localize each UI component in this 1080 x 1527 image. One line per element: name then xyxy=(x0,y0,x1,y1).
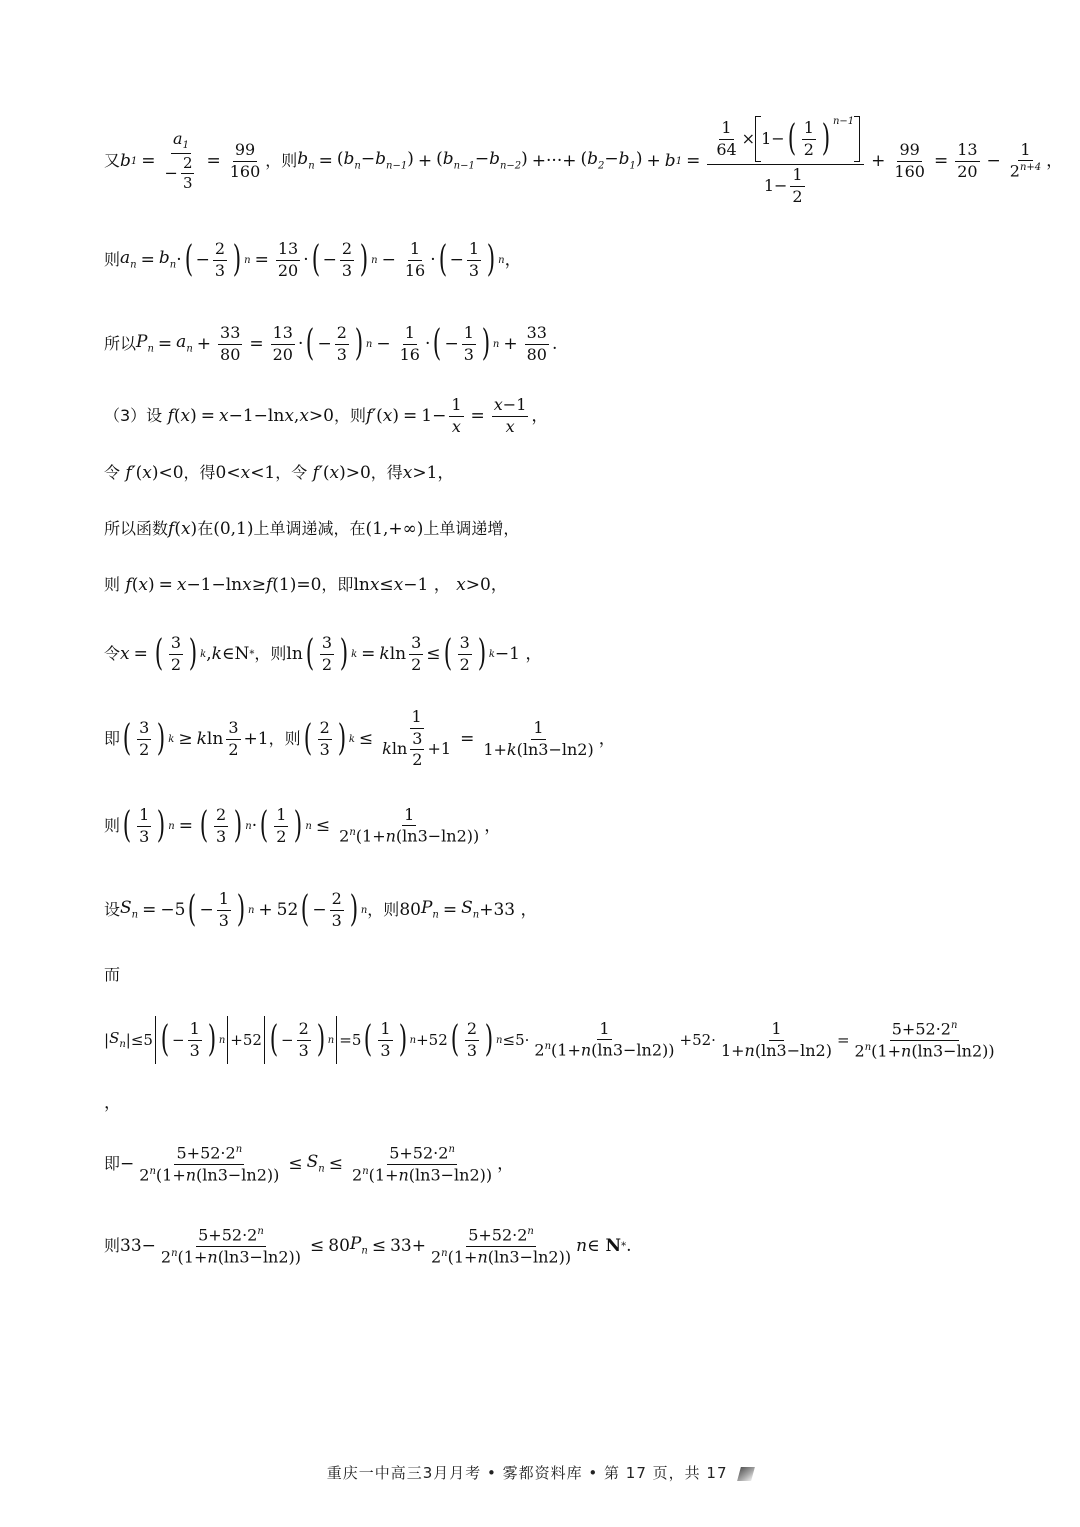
equation-line-1: 又 b 1 = $a_1$ − $\frac{2}{3}$ = $\frac{99}{160}$ ，则 $b_n$ = $(b_n-b_{n-1})$ + $(b_{n-1}-b_{n-2})$ +···+ $(b_2-b_1)$ + b 1 = $\frac{1}{64}$ × 1− ( $\frac{1}{2}$ ) $^{n-1}$ 1− $\frac{1}{2}$ + $\frac{99}{160}$ = $\frac{13}{20}$ − $\frac{1}{2^{n+4}}$ ， xyxy=(104,116,1064,206)
footer-text: 重庆一中高三3月月考 • 雾都资料库 • 第 17 页，共 17 xyxy=(326,1464,728,1482)
text-prefix: 令 xyxy=(104,644,121,664)
text-prefix: 即 xyxy=(104,1154,121,1174)
text-prefix: 则 xyxy=(104,1236,121,1256)
equation-line-9: 即 ( $\frac{3}{2}$ ) k ≥ k ln $\frac{3}{2}$ +1 ，则 ( $\frac{2}{3}$ ) k ≤ 1 k ln $\frac{3}{2}$ +1 = $\frac{1}{1+k(\ln 3-\ln 2)}$ ， xyxy=(104,707,616,770)
text-d: 上单调递增， xyxy=(423,519,520,539)
equation-line-14 xyxy=(104,1090,1020,1116)
text-prefix: 令 xyxy=(104,463,121,483)
equation-line-6: 所以函数 f ( x ) 在 (0,1) 上单调递减，在 (1,+∞) 上单调递增， xyxy=(104,518,520,539)
text-prefix: 则 xyxy=(104,816,121,836)
text: 而 xyxy=(104,965,121,985)
text-prefix: 则 xyxy=(104,575,121,595)
text-mid-1: ，得 xyxy=(183,463,216,483)
text-mid: ，则 xyxy=(268,729,301,749)
equation-line-4: （3）设 f ( x ) = x −1−ln x , x >0 ，则 f′ ( x ) = 1− $\frac{1}{x}$ = $\frac{x-1}{x}$ ， xyxy=(104,395,549,436)
equation-line-7: 则 f ( x ) = x −1−ln x ≥ f (1)=0 ，即 ln x ≤ x −1 ， x >0， xyxy=(104,574,508,595)
text-mid-3: ，得 xyxy=(370,463,403,483)
text-mid: ，则 xyxy=(367,900,400,920)
text-mid: ，则 xyxy=(333,406,366,426)
text-c: 上单调递减，在 xyxy=(253,519,366,539)
equation-line-10: 则 ( $\frac{1}{3}$ ) n = ( $\frac{2}{3}$ ) n · ( $\frac{1}{2}$ ) n ≤ $\frac{1}{2^n(1+n(\ln 3-\ln 2))}$ ， xyxy=(104,804,502,846)
equation-line-3: 所以 $P_n$ = $a_n$ + $\frac{33}{80}$ = $\frac{13}{20}$ · ( − $\frac{2}{3}$ ) n − $\frac{1}{16}$ · ( − $\frac{1}{3}$ ) n + $\frac{33}{80}$ . xyxy=(104,323,558,364)
text-prefix: 即 xyxy=(104,729,121,749)
text-b: 在 xyxy=(197,519,214,539)
equation-line-8: 令 x = ( $\frac{3}{2}$ ) k , k ∈N * ，则 ln ( $\frac{3}{2}$ ) k = k ln $\frac{3}{2}$ ≤ ( $\frac{3}{2}$ ) k −1 ， xyxy=(104,633,543,674)
text-prefix: 所以 xyxy=(104,334,137,354)
text-a: 所以函数 xyxy=(104,519,169,539)
equation-line-15: 即 − $\frac{5+52\cdot 2^n}{2^n(1+n(\ln 3-\ln 2))}$ ≤ $S_n$ ≤ $\frac{5+52\cdot 2^n}{2^n(1+n(\ln 3-\ln 2))}$ ， xyxy=(104,1143,515,1184)
equation-line-12 xyxy=(104,962,1020,988)
equation-line-2: 则 $a_n$ = $b_n$ · ( − $\frac{2}{3}$ ) n = $\frac{13}{20}$ · ( − $\frac{2}{3}$ ) n − $\frac{1}{16}$ · ( − $\frac{1}{3}$ ) n ， xyxy=(104,239,522,280)
text-mid: ，则 xyxy=(254,644,287,664)
text-prefix: 设 xyxy=(104,900,121,920)
text: ， xyxy=(104,1092,121,1113)
text-mid-2: ，令 xyxy=(275,463,308,483)
equation-line-13: | $S_n$ |≤5 ( − $\frac{1}{3}$ ) n +52 ( − $\frac{2}{3}$ ) n =5 ( $\frac{1}{3}$ ) n +52 ( $\frac{2}{3}$ ) n ≤5· $\frac{1}{2^n(1+n(\ln 3-\ln 2))}$ +52· $\frac{1}{1+n(\ln 3-\ln 2)}$ = $\frac{5+52\cdot 2^n}{2^n(1+n(\ln 3-\ln 2))}$ xyxy=(104,1010,1020,1070)
equation-line-11: 设 $S_n$ = −5 ( − $\frac{1}{3}$ ) n + 52 ( − $\frac{2}{3}$ ) n ，则 80 $P_n$ = $S_n$ +33 ， xyxy=(104,889,538,930)
watermark-icon xyxy=(737,1467,755,1481)
text-mid: ，即 xyxy=(321,575,354,595)
text-prefix: 则 xyxy=(104,250,121,270)
page-footer xyxy=(0,1462,1080,1483)
text-prefix: （3）设 xyxy=(104,406,163,426)
equation-line-5: 令 f′ ( x )<0 ，得 0< x <1 ，令 f′ ( x )>0 ，得 x >1， xyxy=(104,462,455,483)
text-prefix: 又 xyxy=(104,151,121,171)
text-mid: ，则 xyxy=(265,151,298,171)
equation-line-16: 则 33− $\frac{5+52\cdot 2^n}{2^n(1+n(\ln 3-\ln 2))}$ ≤ 80 $P_n$ ≤ 33+ $\frac{5+52\cdot 2^n}{2^n(1+n(\ln 3-\ln 2))}$ n ∈ N * . xyxy=(104,1225,632,1266)
